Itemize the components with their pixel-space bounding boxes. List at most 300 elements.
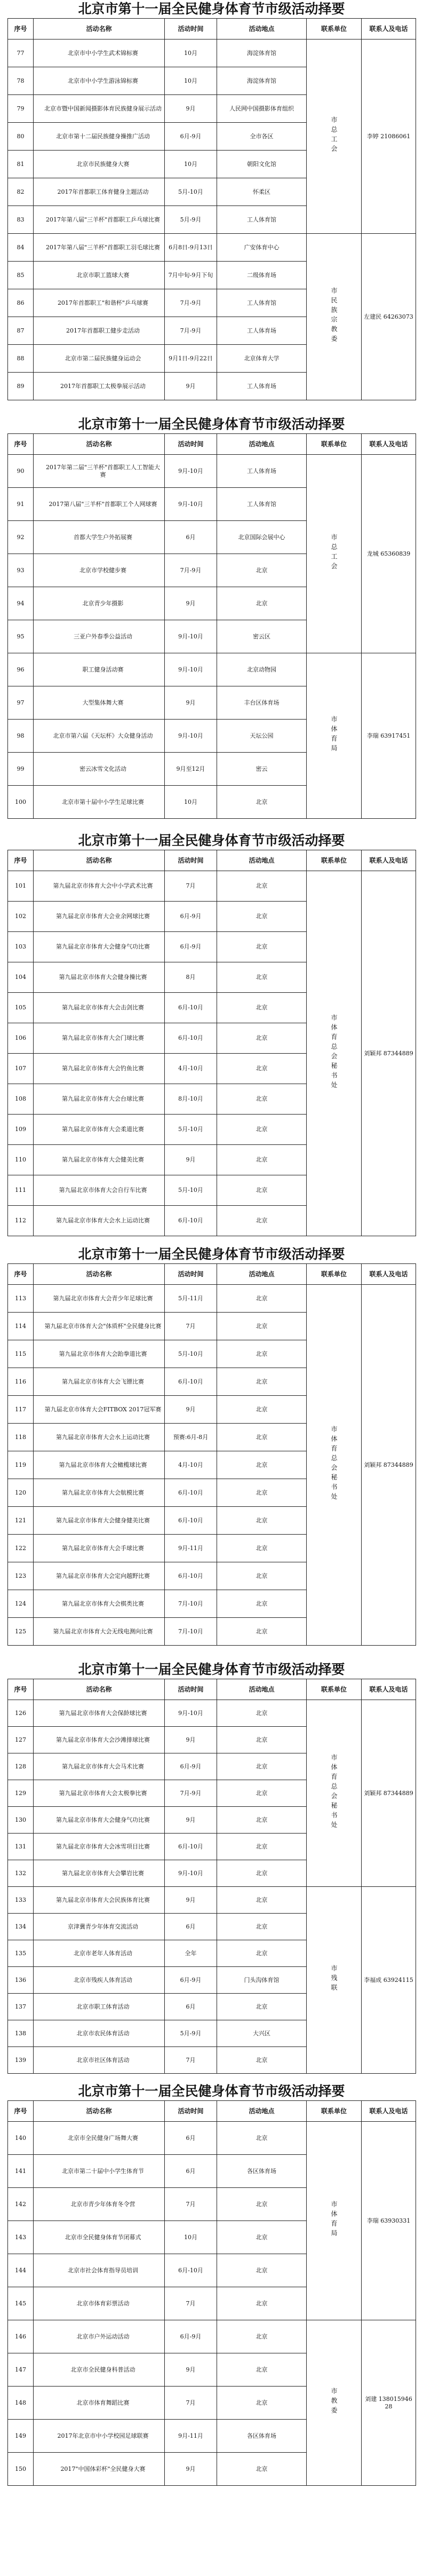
cell-no: 138	[8, 2020, 34, 2047]
cell-time: 7月中旬-9月下旬	[165, 262, 217, 289]
cell-time: 9月至12月	[165, 753, 217, 786]
cell-name: 第九届北京市体育大会棋类比赛	[34, 1590, 165, 1618]
cell-name: 北京市老年人体育活动	[34, 1940, 165, 1967]
cell-time: 9月	[165, 686, 217, 720]
cell-name: 2017年首都职工"和谐杯"乒乓球赛	[34, 289, 165, 317]
cell-contact: 刘颖邦 87344889	[362, 1700, 416, 1887]
cell-time: 9月	[165, 1396, 217, 1424]
header-name: 活动名称	[34, 19, 165, 39]
cell-name: 第九届北京市体育大会FITBOX 2017冠军赛	[34, 1396, 165, 1424]
cell-name: 第九届北京市体育大会柔道比赛	[34, 1115, 165, 1145]
table-row	[8, 1887, 416, 1914]
cell-place: 北京	[217, 1507, 307, 1535]
cell-no: 139	[8, 2047, 34, 2074]
cell-no: 122	[8, 1535, 34, 1562]
header-time: 活动时间	[165, 434, 217, 455]
cell-time: 10月	[165, 2221, 217, 2254]
cell-place: 人民网中国摄影体育组织	[217, 95, 307, 123]
table-row	[8, 1700, 416, 1727]
header-time: 活动时间	[165, 1679, 217, 1700]
cell-time: 6月-10月	[165, 1834, 217, 1860]
cell-no: 117	[8, 1396, 34, 1424]
cell-no: 79	[8, 95, 34, 123]
cell-contact: 左建民 64263073	[362, 234, 416, 400]
cell-time: 9月-10月	[165, 1860, 217, 1887]
header-time: 活动时间	[165, 850, 217, 871]
cell-name: 第九届北京市体育大会无线电测向比赛	[34, 1618, 165, 1646]
cell-no: 142	[8, 2188, 34, 2221]
cell-name: 密云冰雪文化活动	[34, 753, 165, 786]
activity-table	[7, 2100, 416, 2486]
cell-name: 第九届北京市体育大会飞镖比赛	[34, 1368, 165, 1396]
cell-no: 103	[8, 932, 34, 962]
header-no: 序号	[8, 434, 34, 455]
cell-name: 北京市农民体育活动	[34, 2020, 165, 2047]
cell-place: 北京	[217, 2320, 307, 2353]
cell-place: 北京	[217, 1940, 307, 1967]
cell-no: 90	[8, 455, 34, 488]
cell-name: 北京市青少年体育冬令营	[34, 2188, 165, 2221]
cell-no: 149	[8, 2420, 34, 2453]
cell-time: 7月	[165, 2047, 217, 2074]
cell-name: 第九届北京市体育大会"体质杯"全民健身比赛	[34, 1313, 165, 1340]
cell-no: 124	[8, 1590, 34, 1618]
cell-no: 140	[8, 2122, 34, 2155]
cell-time: 6月	[165, 1994, 217, 2020]
cell-name: 第九届北京市体育大会民族体育比赛	[34, 1887, 165, 1914]
cell-name: 北京市第十届中小学生足球比赛	[34, 786, 165, 819]
cell-no: 132	[8, 1860, 34, 1887]
cell-name: 首都大学生户外拓展赛	[34, 521, 165, 554]
header-time: 活动时间	[165, 2101, 217, 2122]
cell-time: 7月	[165, 2387, 217, 2420]
cell-no: 116	[8, 1368, 34, 1396]
cell-no: 148	[8, 2387, 34, 2420]
cell-place: 北京	[217, 1424, 307, 1451]
cell-place: 北京	[217, 2122, 307, 2155]
cell-place: 北京	[217, 902, 307, 932]
header-name: 活动名称	[34, 1264, 165, 1285]
cell-place: 朝阳文化馆	[217, 151, 307, 178]
cell-time: 6月-9月	[165, 932, 217, 962]
cell-place: 工人体育馆	[217, 206, 307, 234]
cell-time: 9月-10月	[165, 488, 217, 521]
header-contact: 联系人及电话	[362, 19, 416, 39]
cell-time: 9月	[165, 1727, 217, 1753]
header-time: 活动时间	[165, 1264, 217, 1285]
header-place: 活动地点	[217, 434, 307, 455]
cell-time: 7月-9月	[165, 1780, 217, 1807]
cell-no: 120	[8, 1479, 34, 1507]
cell-no: 100	[8, 786, 34, 819]
cell-unit: 市总工会	[307, 455, 362, 653]
cell-no: 97	[8, 686, 34, 720]
cell-time: 7月	[165, 2287, 217, 2320]
cell-name: 第九届北京市体育大会健身健美比赛	[34, 1507, 165, 1535]
cell-time: 6月-10月	[165, 1479, 217, 1507]
cell-place: 北京	[217, 2188, 307, 2221]
cell-time: 9月-10月	[165, 1700, 217, 1727]
cell-name: 北京市全民健身科普活动	[34, 2353, 165, 2387]
activity-table	[7, 433, 416, 819]
cell-place: 大兴区	[217, 2020, 307, 2047]
cell-no: 136	[8, 1967, 34, 1994]
cell-unit: 市民族宗教委	[307, 234, 362, 400]
cell-name: 2017年首都职工体育健身主题活动	[34, 178, 165, 206]
cell-place: 工人体育场	[217, 317, 307, 345]
cell-place: 全市各区	[217, 123, 307, 151]
cell-no: 105	[8, 993, 34, 1023]
cell-place: 工人体育场	[217, 455, 307, 488]
header-place: 活动地点	[217, 1264, 307, 1285]
cell-time: 预赛:6月-8月	[165, 1424, 217, 1451]
cell-no: 135	[8, 1940, 34, 1967]
cell-name: 北京市社区体育活动	[34, 2047, 165, 2074]
cell-time: 5月-10月	[165, 1340, 217, 1368]
cell-no: 92	[8, 521, 34, 554]
cell-no: 84	[8, 234, 34, 262]
cell-place: 北京	[217, 1023, 307, 1054]
cell-place: 各区体育场	[217, 2155, 307, 2188]
cell-time: 9月-10月	[165, 455, 217, 488]
cell-name: 北京市社会体育指导员培训	[34, 2254, 165, 2287]
cell-place: 北京	[217, 2287, 307, 2320]
cell-name: 第九届北京市体育大会健美比赛	[34, 1145, 165, 1175]
cell-name: 北京市第二届民族健身运动会	[34, 345, 165, 373]
cell-place: 北京	[217, 2353, 307, 2387]
cell-place: 北京	[217, 1834, 307, 1860]
header-unit: 联系单位	[307, 2101, 362, 2122]
cell-name: 北京市第二十届中小学生体育节	[34, 2155, 165, 2188]
cell-name: 2017第八届"三羊杯"首都职工个人网球赛	[34, 488, 165, 521]
activity-section	[7, 2082, 416, 2488]
cell-no: 102	[8, 902, 34, 932]
cell-unit: 市残联	[307, 1887, 362, 2074]
table-row	[8, 2320, 416, 2353]
cell-no: 99	[8, 753, 34, 786]
cell-place: 北京	[217, 1145, 307, 1175]
cell-contact: 李婷 21086061	[362, 39, 416, 234]
cell-time: 9月1日-9月22日	[165, 345, 217, 373]
cell-place: 北京	[217, 2221, 307, 2254]
cell-place: 北京	[217, 554, 307, 587]
cell-name: 第九届北京市体育大会自行车比赛	[34, 1175, 165, 1206]
cell-name: 第九届北京市体育大会手球比赛	[34, 1535, 165, 1562]
cell-place: 工人体育馆	[217, 289, 307, 317]
header-contact: 联系人及电话	[362, 434, 416, 455]
cell-name: 大型集体舞大赛	[34, 686, 165, 720]
cell-place: 北京	[217, 1340, 307, 1368]
cell-name: 第九届北京市体育大会青少年足球比赛	[34, 1285, 165, 1313]
header-contact: 联系人及电话	[362, 850, 416, 871]
header-time: 活动时间	[165, 19, 217, 39]
cell-name: 北京市民族健身大赛	[34, 151, 165, 178]
cell-no: 85	[8, 262, 34, 289]
activity-table	[7, 1263, 416, 1646]
cell-no: 125	[8, 1618, 34, 1646]
cell-place: 北京	[217, 1479, 307, 1507]
cell-name: 北京市全民健身体育节闭幕式	[34, 2221, 165, 2254]
cell-contact: 刘颖邦 87344889	[362, 1285, 416, 1646]
cell-place: 北京	[217, 1700, 307, 1727]
cell-name: 第九届北京市体育大会击剑比赛	[34, 993, 165, 1023]
cell-time: 5月-10月	[165, 1175, 217, 1206]
cell-name: 第九届北京市体育大会定向越野比赛	[34, 1562, 165, 1590]
cell-name: 2017年北京市中小学校园足球联赛	[34, 2420, 165, 2453]
cell-place: 密云区	[217, 620, 307, 653]
cell-name: 北京市暨中国新闻摄影体育民族健身展示活动	[34, 95, 165, 123]
cell-place: 广安体育中心	[217, 234, 307, 262]
cell-time: 9月	[165, 2353, 217, 2387]
header-name: 活动名称	[34, 2101, 165, 2122]
cell-time: 8月-10月	[165, 1084, 217, 1115]
cell-place: 北京	[217, 1396, 307, 1424]
cell-time: 6月	[165, 2155, 217, 2188]
cell-time: 6月8日-9月13日	[165, 234, 217, 262]
cell-time: 9月	[165, 95, 217, 123]
cell-time: 4月-10月	[165, 1054, 217, 1084]
cell-name: 三亚户外春季公益活动	[34, 620, 165, 653]
table-header-row	[8, 19, 416, 39]
activity-section	[7, 0, 416, 405]
cell-place: 北京	[217, 1753, 307, 1780]
cell-name: 第九届北京市体育大会太极拳比赛	[34, 1780, 165, 1807]
cell-no: 98	[8, 720, 34, 753]
cell-place: 北京	[217, 1084, 307, 1115]
cell-name: 北京市职工体育活动	[34, 1994, 165, 2020]
header-place: 活动地点	[217, 19, 307, 39]
section-title: 北京市第十一届全民健身体育节市级活动择要	[78, 416, 345, 432]
cell-name: 第九届北京市体育大会中小学武术比赛	[34, 871, 165, 902]
cell-no: 130	[8, 1807, 34, 1834]
header-no: 序号	[8, 2101, 34, 2122]
cell-contact: 刘建 13801594628	[362, 2320, 416, 2486]
cell-name: 北京市体育彩票活动	[34, 2287, 165, 2320]
cell-time: 8月	[165, 962, 217, 993]
table-row	[8, 234, 416, 262]
cell-time: 9月-11月	[165, 2420, 217, 2453]
cell-no: 96	[8, 653, 34, 686]
cell-time: 7月-10月	[165, 1618, 217, 1646]
cell-name: 第九届北京市体育大会门球比赛	[34, 1023, 165, 1054]
cell-no: 143	[8, 2221, 34, 2254]
cell-time: 6月-10月	[165, 1562, 217, 1590]
cell-no: 141	[8, 2155, 34, 2188]
cell-no: 137	[8, 1994, 34, 2020]
header-unit: 联系单位	[307, 434, 362, 455]
cell-name: 第九届北京市体育大会马术比赛	[34, 1753, 165, 1780]
cell-place: 北京	[217, 1727, 307, 1753]
cell-place: 密云	[217, 753, 307, 786]
cell-place: 北京	[217, 993, 307, 1023]
cell-no: 93	[8, 554, 34, 587]
cell-time: 6月-9月	[165, 2320, 217, 2353]
cell-unit: 市教委	[307, 2320, 362, 2486]
header-contact: 联系人及电话	[362, 1264, 416, 1285]
cell-no: 126	[8, 1700, 34, 1727]
cell-place: 各区体育场	[217, 2420, 307, 2453]
header-name: 活动名称	[34, 850, 165, 871]
cell-name: 北京青少年摄影	[34, 587, 165, 620]
cell-no: 131	[8, 1834, 34, 1860]
cell-time: 6月-10月	[165, 993, 217, 1023]
cell-no: 114	[8, 1313, 34, 1340]
cell-name: 北京市中小学生游泳锦标赛	[34, 67, 165, 95]
cell-name: 北京市学校健步赛	[34, 554, 165, 587]
cell-no: 147	[8, 2353, 34, 2387]
section-title: 北京市第十一届全民健身体育节市级活动择要	[78, 2083, 345, 2099]
cell-name: 2017年第二届"三羊杯"首都职工人工智能大赛	[34, 455, 165, 488]
cell-no: 78	[8, 67, 34, 95]
cell-place: 北京	[217, 1285, 307, 1313]
cell-time: 6月	[165, 2122, 217, 2155]
cell-time: 6月-10月	[165, 1206, 217, 1236]
cell-name: 北京市第十二届民族健身操推广活动	[34, 123, 165, 151]
cell-place: 北京	[217, 2254, 307, 2287]
header-contact: 联系人及电话	[362, 2101, 416, 2122]
cell-contact: 龙城 65360839	[362, 455, 416, 653]
cell-name: 第九届北京市体育大会健身气功比赛	[34, 1807, 165, 1834]
cell-name: 2017年第八届"三羊杯"首都职工乒乓球比赛	[34, 206, 165, 234]
header-contact: 联系人及电话	[362, 1679, 416, 1700]
table-row	[8, 2122, 416, 2155]
cell-time: 全年	[165, 1940, 217, 1967]
cell-time: 5月-11月	[165, 1285, 217, 1313]
header-place: 活动地点	[217, 2101, 307, 2122]
cell-place: 北京	[217, 1451, 307, 1479]
cell-place: 北京	[217, 2453, 307, 2486]
cell-no: 95	[8, 620, 34, 653]
cell-place: 门头沟体育馆	[217, 1967, 307, 1994]
cell-no: 108	[8, 1084, 34, 1115]
cell-time: 9月	[165, 1145, 217, 1175]
cell-place: 北京	[217, 1860, 307, 1887]
cell-place: 北京	[217, 1054, 307, 1084]
cell-time: 9月	[165, 373, 217, 400]
cell-place: 北京	[217, 1206, 307, 1236]
table-header-row	[8, 2101, 416, 2122]
header-no: 序号	[8, 19, 34, 39]
cell-no: 101	[8, 871, 34, 902]
cell-time: 6月-10月	[165, 1507, 217, 1535]
cell-time: 9月	[165, 587, 217, 620]
cell-time: 6月-9月	[165, 123, 217, 151]
header-name: 活动名称	[34, 434, 165, 455]
cell-no: 87	[8, 317, 34, 345]
cell-place: 北京	[217, 1807, 307, 1834]
cell-time: 7月-9月	[165, 289, 217, 317]
cell-time: 6月-9月	[165, 1753, 217, 1780]
cell-no: 104	[8, 962, 34, 993]
cell-name: 第九届北京市体育大会跆拳道比赛	[34, 1340, 165, 1368]
cell-no: 80	[8, 123, 34, 151]
cell-place: 工人体育馆	[217, 488, 307, 521]
cell-name: 第九届北京市体育大会冰雪项目比赛	[34, 1834, 165, 1860]
activity-section	[7, 415, 416, 821]
cell-time: 9月	[165, 1807, 217, 1834]
cell-place: 北京	[217, 1313, 307, 1340]
cell-no: 82	[8, 178, 34, 206]
header-unit: 联系单位	[307, 1679, 362, 1700]
cell-no: 115	[8, 1340, 34, 1368]
cell-time: 10月	[165, 151, 217, 178]
cell-no: 113	[8, 1285, 34, 1313]
cell-time: 6月	[165, 521, 217, 554]
cell-place: 北京	[217, 1115, 307, 1145]
cell-name: 2017年第八届"三羊杯"首都职工羽毛球比赛	[34, 234, 165, 262]
table-header-row	[8, 1264, 416, 1285]
cell-place: 北京	[217, 587, 307, 620]
cell-no: 150	[8, 2453, 34, 2486]
activity-section	[7, 1661, 416, 2072]
cell-name: 北京市全民健身广场舞大赛	[34, 2122, 165, 2155]
table-header-row	[8, 850, 416, 871]
cell-place: 工人体育场	[217, 373, 307, 400]
cell-time: 5月-10月	[165, 178, 217, 206]
section-title: 北京市第十一届全民健身体育节市级活动择要	[78, 1246, 345, 1262]
cell-no: 91	[8, 488, 34, 521]
cell-no: 110	[8, 1145, 34, 1175]
cell-time: 6月-10月	[165, 2254, 217, 2287]
cell-time: 6月	[165, 1914, 217, 1940]
table-header-row	[8, 1679, 416, 1700]
cell-no: 129	[8, 1780, 34, 1807]
cell-no: 128	[8, 1753, 34, 1780]
cell-no: 94	[8, 587, 34, 620]
cell-place: 北京	[217, 1618, 307, 1646]
cell-unit: 市体育局	[307, 653, 362, 819]
section-title: 北京市第十一届全民健身体育节市级活动择要	[78, 833, 345, 848]
cell-time: 7月-10月	[165, 1590, 217, 1618]
cell-place: 北京	[217, 1994, 307, 2020]
cell-place: 北京	[217, 1175, 307, 1206]
cell-name: 第九届北京市体育大会攀岩比赛	[34, 1860, 165, 1887]
activity-section	[7, 832, 416, 1235]
cell-time: 7月-9月	[165, 554, 217, 587]
cell-no: 133	[8, 1887, 34, 1914]
cell-contact: 刘颖邦 87344889	[362, 871, 416, 1236]
cell-place: 北京	[217, 871, 307, 902]
cell-place: 天坛公园	[217, 720, 307, 753]
cell-name: 2017年首都职工太极拳展示活动	[34, 373, 165, 400]
cell-place: 北京	[217, 1368, 307, 1396]
header-name: 活动名称	[34, 1679, 165, 1700]
cell-no: 134	[8, 1914, 34, 1940]
table-header-row	[8, 434, 416, 455]
cell-no: 121	[8, 1507, 34, 1535]
cell-name: 职工健身活动赛	[34, 653, 165, 686]
cell-no: 127	[8, 1727, 34, 1753]
cell-name: 第九届北京市体育大会沙滩排球比赛	[34, 1727, 165, 1753]
cell-time: 4月-10月	[165, 1451, 217, 1479]
cell-name: 京津冀青少年体育交流活动	[34, 1914, 165, 1940]
cell-place: 北京国际会展中心	[217, 521, 307, 554]
cell-no: 123	[8, 1562, 34, 1590]
cell-time: 5月-10月	[165, 1115, 217, 1145]
cell-name: 2017年首都职工健步走活动	[34, 317, 165, 345]
header-no: 序号	[8, 1679, 34, 1700]
header-place: 活动地点	[217, 1679, 307, 1700]
cell-time: 6月-10月	[165, 1023, 217, 1054]
cell-unit: 市体育局	[307, 2122, 362, 2320]
cell-time: 7月	[165, 1313, 217, 1340]
cell-time: 9月-10月	[165, 620, 217, 653]
cell-unit: 市体育总会秘书处	[307, 871, 362, 1236]
cell-place: 北京	[217, 2387, 307, 2420]
cell-contact: 李福成 63924115	[362, 1887, 416, 2074]
cell-place: 北京	[217, 2047, 307, 2074]
header-unit: 联系单位	[307, 850, 362, 871]
